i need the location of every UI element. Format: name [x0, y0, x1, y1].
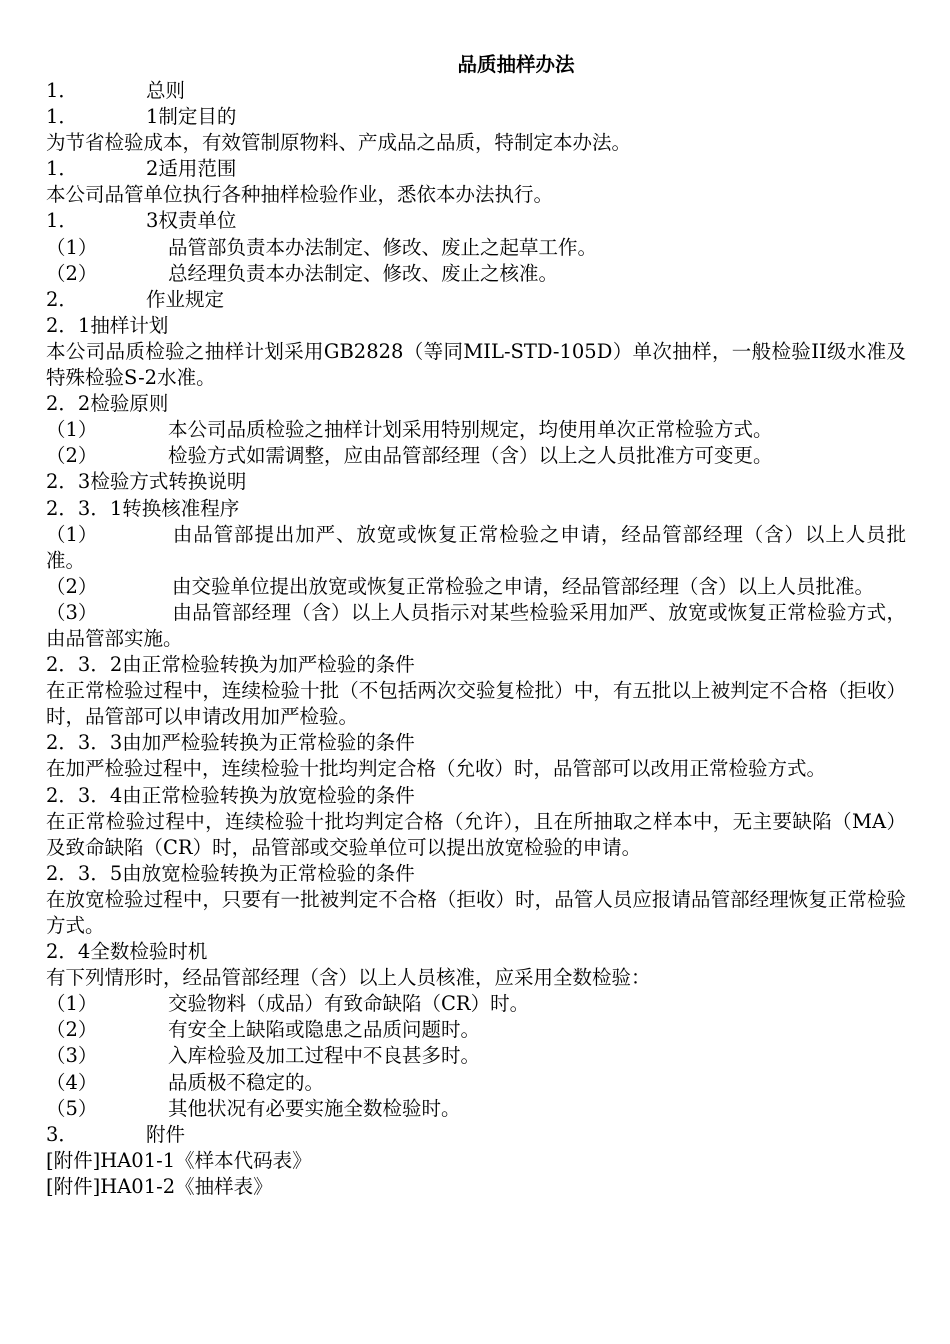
- item-text: 其他状况有必要实施全数检验时。: [168, 1096, 461, 1120]
- paragraph-2-4: 有下列情形时，经品管部经理（含）以上人员核准，应采用全数检验：: [46, 966, 651, 990]
- subsection-heading-1-2: [46, 156, 906, 182]
- section-heading-2: [46, 287, 906, 313]
- section-number: 1．: [46, 209, 78, 233]
- section-number: 2．: [46, 287, 78, 311]
- paragraph-1-2: 本公司品管单位执行各种抽样检验作业，悉依本办法执行。: [46, 183, 554, 207]
- item-text: 检验方式如需调整，应由品管部经理（含）以上之人员批准方可变更。: [168, 444, 773, 468]
- item-number: （1）: [46, 522, 98, 546]
- subsection-heading-2-3-5: 2．3．5由放宽检验转换为正常检验的条件: [46, 861, 415, 885]
- attachment-link: [附件]HA01-1《样本代码表》: [46, 1148, 312, 1172]
- list-item: [46, 443, 906, 469]
- section-number: 3．: [46, 1122, 78, 1146]
- item-text: 有安全上缺陷或隐患之品质问题时。: [168, 1018, 481, 1042]
- list-item: [46, 991, 906, 1017]
- section-label: 1制定目的: [146, 105, 237, 129]
- section-label: 附件: [146, 1122, 186, 1146]
- item-number: （1）: [46, 992, 98, 1016]
- paragraph-2-1: 本公司品质检验之抽样计划采用GB2828（等同MIL-STD-105D）单次抽样，一般检验II级水准及特殊检验S-2水准。: [46, 339, 906, 390]
- item-number: （3）: [46, 1044, 98, 1068]
- paragraph-2-3-4: 在正常检验过程中，连续检验十批均判定合格（允许），且在所抽取之样本中，无主要缺陷（MA）及致命缺陷（CR）时，品管部或交验单位可以提出放宽检验的申请。: [46, 809, 906, 859]
- section-number: 1．: [46, 157, 78, 181]
- section-heading-1: [46, 78, 906, 104]
- item-text: 入库检验及加工过程中不良甚多时。: [168, 1044, 481, 1068]
- item-text: 品管部负责本办法制定、修改、废止之起草工作。: [168, 235, 598, 259]
- section-label: 3权责单位: [146, 209, 237, 233]
- list-item: [46, 261, 906, 287]
- paragraph-2-3-5: 在放宽检验过程中，只要有一批被判定不合格（拒收）时，品管人员应报请品管部经理恢复正常检验方式。: [46, 887, 906, 937]
- item-number: （2）: [46, 261, 98, 285]
- item-number: （5）: [46, 1096, 98, 1120]
- item-text: 交验物料（成品）有致命缺陷（CR）时。: [168, 992, 530, 1016]
- list-item: [46, 417, 906, 443]
- subsection-heading-1-3: [46, 208, 906, 234]
- list-item: [46, 574, 906, 600]
- item-number: （1）: [46, 235, 98, 259]
- subsection-heading-2-4: 2．4全数检验时机: [46, 940, 208, 964]
- item-text: 由交验单位提出放宽或恢复正常检验之申请，经品管部经理（含）以上人员批准。: [172, 574, 875, 598]
- attachment-link: [附件]HA01-2《抽样表》: [46, 1174, 273, 1198]
- subsection-heading-2-1: 2．1抽样计划: [46, 313, 169, 337]
- subsection-heading-2-3-3: 2．3．3由加严检验转换为正常检验的条件: [46, 731, 415, 755]
- item-text: 总经理负责本办法制定、修改、废止之核准。: [168, 261, 559, 285]
- subsection-heading-1-1: [46, 104, 906, 130]
- item-number: （2）: [46, 444, 98, 468]
- list-item: [46, 1096, 906, 1122]
- subsection-heading-2-3-4: 2．3．4由正常检验转换为放宽检验的条件: [46, 783, 415, 807]
- paragraph-2-3-3: 在加严检验过程中，连续检验十批均判定合格（允收）时，品管部可以改用正常检验方式。: [46, 757, 827, 781]
- list-item: [46, 1070, 906, 1096]
- subsection-heading-2-3-2: 2．3．2由正常检验转换为加严检验的条件: [46, 653, 415, 677]
- subsection-heading-2-3: 2．3检验方式转换说明: [46, 470, 247, 494]
- item-text: 由品管部提出加严、放宽或恢复正常检验之申请，经品管部经理（含）以上人员批准。: [46, 522, 906, 572]
- item-number: （4）: [46, 1070, 98, 1094]
- section-number: 1．: [46, 79, 78, 102]
- item-text: 本公司品质检验之抽样计划采用特别规定，均使用单次正常检验方式。: [168, 418, 773, 442]
- document-page: [46, 52, 906, 1200]
- item-number: （2）: [46, 1018, 98, 1042]
- list-item: [46, 235, 906, 261]
- list-item: [46, 600, 906, 652]
- paragraph-1-1: 为节省检验成本，有效管制原物料、产成品之品质，特制定本办法。: [46, 131, 632, 155]
- section-label: 2适用范围: [146, 157, 237, 181]
- subsection-heading-2-2: 2．2检验原则: [46, 392, 169, 416]
- section-number: 1．: [46, 105, 78, 129]
- list-item: [46, 1017, 906, 1043]
- item-number: （3）: [46, 600, 98, 624]
- subsection-heading-2-3-1: 2．3．1转换核准程序: [46, 496, 240, 520]
- document-title: 品质抽样办法: [457, 53, 575, 76]
- section-label: 总则: [146, 79, 186, 102]
- list-item: [46, 522, 906, 574]
- section-label: 作业规定: [146, 287, 225, 311]
- list-item: [46, 1043, 906, 1069]
- item-text: 品质极不稳定的。: [168, 1070, 325, 1094]
- item-text: 由品管部经理（含）以上人员指示对某些检验采用加严、放宽或恢复正常检验方式，由品管部实施。: [46, 600, 906, 650]
- section-heading-3: [46, 1122, 906, 1148]
- item-number: （2）: [46, 574, 98, 598]
- paragraph-2-3-2: 在正常检验过程中，连续检验十批（不包括两次交验复检批）中，有五批以上被判定不合格（拒收）时，品管部可以申请改用加严检验。: [46, 679, 906, 729]
- item-number: （1）: [46, 418, 98, 442]
